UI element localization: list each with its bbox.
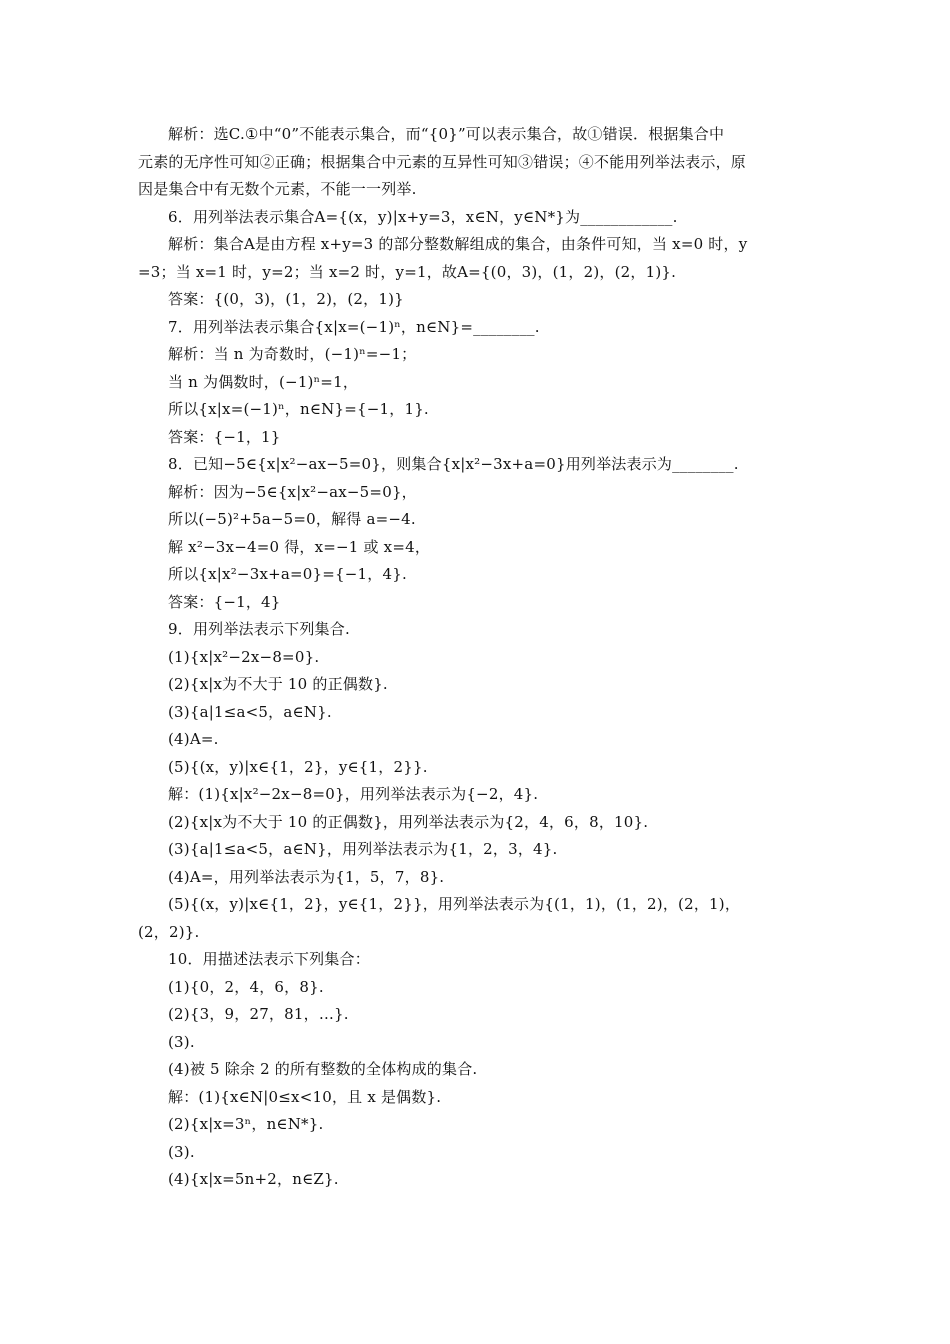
- text-line: (3).: [168, 1032, 195, 1051]
- document-body: [138, 121, 818, 1194]
- text-line: (1){0，2，4，6，8}.: [168, 977, 324, 996]
- text-line: (4)被 5 除余 2 的所有整数的全体构成的集合.: [168, 1060, 478, 1078]
- text-line: 答案：{(0，3)，(1，2)，(2，1)}: [168, 290, 404, 308]
- text-line: 解：(1){x|x²−2x−8=0}，用列举法表示为{−2，4}.: [168, 785, 539, 803]
- text-line: 元素的无序性可知②正确；根据集合中元素的互异性可知③错误；④不能用列举法表示，原: [138, 152, 747, 171]
- text-line: (5){(x，y)|x∈{1，2}，y∈{1，2}}，用列举法表示为{(1，1)，(1，2)，(2，1)，: [168, 895, 741, 913]
- text-line: 8．已知−5∈{x|x²−ax−5=0}，则集合{x|x²−3x+a=0}用列举法表示为________.: [168, 455, 739, 473]
- text-line: 解析：选C.①中“0”不能表示集合，而“{0}”可以表示集合，故①错误．根据集合中: [168, 125, 725, 143]
- text-line: (2，2)}.: [138, 922, 200, 941]
- text-line: (4)A=，用列举法表示为{1，5，7，8}.: [168, 867, 445, 886]
- text-line: (4){x|x=5n+2，n∈Z}.: [168, 1170, 339, 1188]
- text-line: (3){a|1≤a<5，a∈N}.: [168, 702, 332, 721]
- text-line: 解析：因为−5∈{x|x²−ax−5=0}，: [168, 482, 417, 501]
- text-line: (5){(x，y)|x∈{1，2}，y∈{1，2}}.: [168, 757, 428, 776]
- text-line: 6．用列举法表示集合A={(x，y)|x+y=3，x∈N，y∈N*}为____________.: [168, 207, 678, 226]
- text-line: (2){3，9，27，81，…}.: [168, 1005, 349, 1023]
- text-line: 解 x²−3x−4=0 得，x=−1 或 x=4，: [168, 537, 431, 556]
- text-line: (4)A=.: [168, 730, 219, 748]
- text-line: =3；当 x=1 时，y=2；当 x=2 时，y=1，故A={(0，3)，(1，2)，(2，1)}.: [138, 262, 677, 281]
- text-line: (2){x|x为不大于 10 的正偶数}.: [168, 675, 388, 693]
- text-line: 所以(−5)²+5a−5=0，解得 a=−4.: [168, 510, 416, 528]
- text-line: 因是集合中有无数个元素，不能一一列举.: [138, 180, 417, 198]
- text-line: 解：(1){x∈N|0≤x<10，且 x 是偶数}.: [168, 1087, 442, 1106]
- text-line: (2){x|x=3ⁿ，n∈N*}.: [168, 1115, 324, 1133]
- text-line: (1){x|x²−2x−8=0}.: [168, 647, 320, 666]
- text-line: (3).: [168, 1142, 195, 1161]
- text-line: 所以{x|x=(−1)ⁿ，n∈N}={−1，1}.: [168, 400, 429, 418]
- text-line: 所以{x|x²−3x+a=0}={−1，4}.: [168, 565, 407, 583]
- text-line: 7．用列举法表示集合{x|x=(−1)ⁿ，n∈N}=________.: [168, 317, 540, 336]
- text-line: 当 n 为偶数时，(−1)ⁿ=1，: [168, 372, 359, 391]
- text-line: (2){x|x为不大于 10 的正偶数}，用列举法表示为{2，4，6，8，10}.: [168, 812, 649, 831]
- text-line: 解析：集合A是由方程 x+y=3 的部分整数解组成的集合，由条件可知，当 x=0 时，y: [168, 235, 748, 253]
- text-line: 9．用列举法表示下列集合.: [168, 620, 350, 638]
- text-line: 答案：{−1，4}: [168, 592, 281, 611]
- text-line: 10．用描述法表示下列集合：: [168, 950, 370, 968]
- text-line: 解析：当 n 为奇数时，(−1)ⁿ=−1；: [168, 345, 417, 363]
- text-line: (3){a|1≤a<5，a∈N}，用列举法表示为{1，2，3，4}.: [168, 840, 558, 858]
- text-line: 答案：{−1，1}: [168, 427, 281, 446]
